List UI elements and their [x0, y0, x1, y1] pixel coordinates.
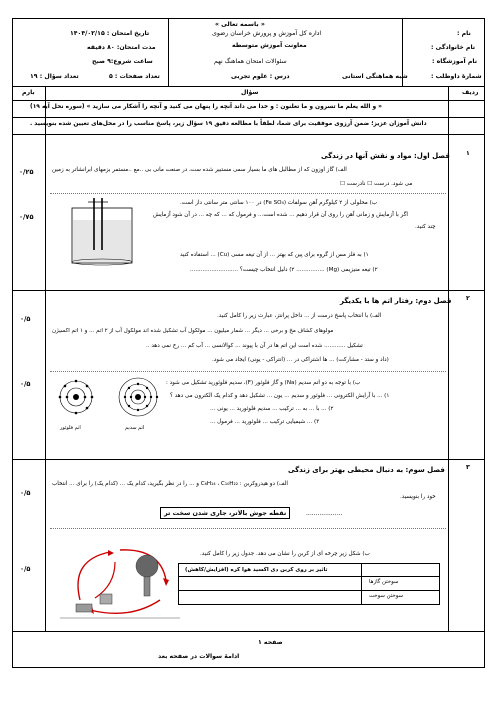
carbon-table-row-line-1: [179, 576, 439, 577]
header-divider-left: [168, 18, 169, 86]
subject: درس : علوم تجربی: [231, 73, 290, 80]
q1-score-a: ۰/۲۵: [19, 168, 34, 176]
q3-a2: خود را بنویسید.: [400, 494, 436, 500]
q2-b4: ۳) ... شیمیایی ترکیب ... فلوئورید ... فرمول ...: [210, 419, 320, 425]
q2-score-a: ۰/۵: [20, 315, 31, 323]
q1-title: فصل اول: مواد و نقش آنها در زندگی: [321, 152, 450, 160]
q2-a2: مولوهای کشاف مخ و برخی ... دیگر ... شمار میلیون ... مولکول آب تشکیل شده اند مولکول آب از ۲ اتم ... و ۱ اتم اکسیژن: [52, 328, 334, 334]
q3-a: الف) دو هیدروکربن : C₆H₁₄ ، C₁₀H₂₂ و ... را در نظر بگیرید، کدام یک ... (کدام یک) را برای ... انتخاب: [52, 481, 288, 487]
fluorine-atom: [59, 380, 94, 415]
q3-title: فصل سوم: به دنبال محیطی بهتر برای زندگی: [288, 466, 445, 474]
org-line-3: سئوالات امتحان هماهنگ نهم: [214, 58, 287, 65]
q1-b: ب) محلولی از ۲ کیلوگرم آهن سولفات (Fe SO₄) در ۱۰۰ سانتی متر سانتی دار است.: [180, 200, 378, 206]
col-question-header: سؤال: [241, 89, 259, 96]
carbon-table-row-2: سوختن سوخت: [369, 593, 404, 599]
name-label: نام :: [457, 30, 471, 37]
q1-b4: ۱) به فلز مس از گروه برای پین که بهتر ... از آن تیغه مسی (Cu) ... استفاده کنید: [180, 252, 369, 258]
school-label: نام آموزشگاه :: [432, 58, 478, 65]
q1-a2: می شود. درست ☐ نادرست ☐: [340, 181, 413, 187]
q2-divider: [50, 371, 446, 372]
verse: « و الله یعلم ما تسرون و ما تعلنون : و خدا می داند آنچه را پنهان می کنید و آنچه را آشکار می سازید » (سوره نحل آیه ۱۹): [30, 104, 382, 110]
questions-count: تعداد سؤال : ۱۹: [30, 73, 79, 80]
carbon-table-row-line-2: [179, 590, 439, 591]
row-col-line: [448, 86, 449, 631]
q1-score-b: ۰/۷۵: [19, 213, 34, 221]
basmala: « باسمه تعالی »: [215, 21, 265, 28]
atom-label-f: اتم فلوئور: [60, 425, 81, 431]
section2-bottom: [12, 459, 485, 460]
atom-models-figure: [48, 375, 166, 425]
section1-bottom: [12, 290, 485, 291]
carbon-cycle-figure: [60, 540, 180, 622]
header-divider-right: [402, 18, 403, 86]
q2-a3: تشکیل ............ شده است این اتم ها در آن با پیوند ... کوالانسی ... آب کم ... رخ نمی دهد ..: [146, 343, 363, 349]
q2-a: الف) با انتخاب پاسخ درست از ... داخل پرانتز، عبارت زیر را کامل کنید.: [217, 313, 382, 319]
q3-score-a: ۰/۵: [20, 489, 31, 497]
q1-divider: [50, 193, 446, 194]
carbon-table-col: [361, 564, 362, 604]
continue-note: ادامهٔ سوالات در صفحه بعد: [158, 653, 240, 660]
q2-title: فصل دوم: رفتار اتم ها با یکدیگر: [340, 297, 452, 305]
q3-fill-dots: ...................: [306, 510, 343, 517]
exam-date: تاریخ امتحان : ۱۴۰۴/۰۲/۱۵: [70, 30, 150, 37]
q1-b2: اگر با آزمایش و زمانی آهن را روی آن قرار دهیم ... شده است... و فرمول که ... که چه ... در آن شود آزمایش: [153, 212, 408, 218]
q3-fill-box: نقطه جوش بالاتر، جاری شدن سخت تر: [160, 507, 290, 519]
carbon-table: [178, 563, 440, 605]
q1-b5: ۲) تیغه منیزیمی (Mg) ................ ۲) دلیل انتخاب چیست؟ ...........................: [190, 267, 378, 273]
org-line-1: اداره کل آموزش و پرورش خراسان رضوی: [212, 30, 322, 37]
header-bottom-line: [12, 86, 485, 87]
q2-a4: (داد و ستد - مشارکت) ... ها اشتراکی در ... (انتراکی - یونی) ایجاد می شود.: [212, 357, 389, 363]
exam-duration: مدت امتحان: ۸۰ دقیقه: [87, 44, 156, 51]
page-number: صفحه ۱: [258, 639, 283, 646]
section3-bottom: [12, 631, 485, 632]
exam-start: ساعت شروع:۹ صبح: [92, 58, 153, 65]
score-col-line: [45, 86, 46, 631]
sodium-atom: [119, 378, 158, 416]
carbon-table-row-1: سوختن گازها: [369, 579, 399, 585]
q2-b2: ۱) ... با آرایش الکترونی ... فلوئور و سدیم ... یون ... تشکیل دهد و کدام یک الکترون می دهد ؟: [170, 393, 390, 399]
pages-count: تعداد صفحات : ۵: [109, 73, 160, 80]
q3-divider: [50, 528, 446, 529]
intro-text: دانش آموزان عزیز؛ ضمن آرزوی موفقیت برای شما، لطفاً با مطالعه دقیق ۱۹ سؤال زیر، پاسخ مناسب را در محل‌های تعیین شده بنویسید .: [30, 121, 427, 127]
q1-b3: چند کنید.: [415, 224, 436, 230]
family-label: نام خانوادگی :: [431, 44, 476, 51]
q3-row: ۳: [466, 464, 470, 471]
intro-line: [12, 134, 485, 135]
col-row-header: ردیف: [462, 89, 479, 96]
q2-b: ب) با توجه به دو اتم سدیم (Na) و گاز فلوئور (F)، سدیم فلوئورید تشکیل می شود :: [166, 380, 361, 386]
q2-score-b: ۰/۵: [20, 380, 31, 388]
q2-row: ۲: [466, 295, 470, 302]
q1-a: الف) گاز اوزون که از مطالبل های ما بسیار سمی مستبیر شده ست، در صنعت مانی بی ..مع ..مستمر بزمهای ابرانشاتر به زمین: [52, 167, 347, 173]
school-name: شبه هماهنگی استانی: [342, 73, 408, 80]
beaker-figure: [60, 198, 146, 268]
q3-score-b: ۰/۵: [20, 565, 31, 573]
carbon-table-header: تاثیر بر روی کربن دی اکسید هوا کره (افزایش/کاهش): [185, 567, 328, 573]
q2-b3: ۲) ... با ... به ... ترکیب ... سدیم فلوئورید ... یونی ...: [210, 406, 334, 412]
q3-b: ب) شکل زیر چرخه ای از کربن را نشان می دهد. جدول زیر را کامل کنید.: [200, 551, 370, 557]
atom-label-na: اتم سدیم: [125, 425, 145, 431]
org-line-2: معاونت آموزش متوسطه: [232, 42, 307, 49]
verse-line: [12, 117, 485, 118]
table-header-line: [12, 100, 485, 101]
col-score-header: بارم: [22, 89, 35, 96]
q1-row: ۱: [466, 150, 470, 157]
seat-label: شمارهٔ داوطلب :: [431, 73, 482, 80]
